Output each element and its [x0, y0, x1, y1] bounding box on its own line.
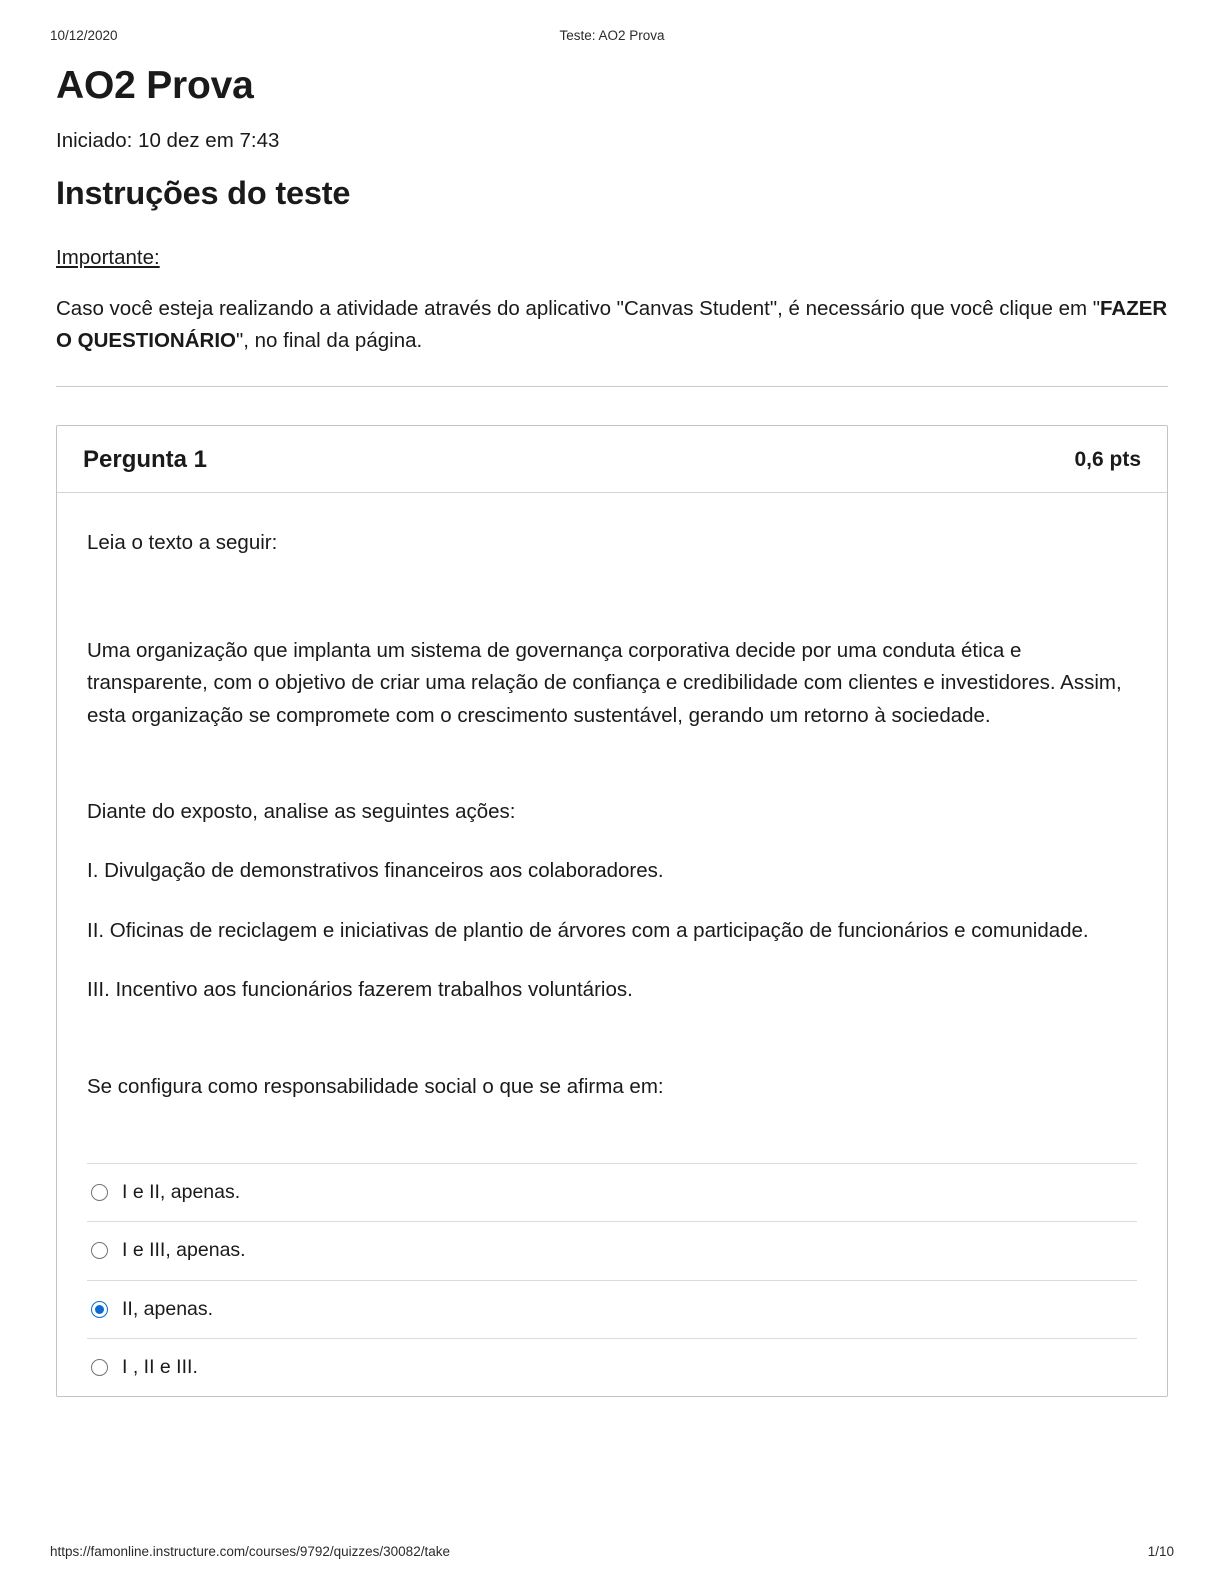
question-points-badge: 0,6 pts — [1074, 447, 1141, 471]
quiz-started-timestamp: Iniciado: 10 dez em 7:43 — [56, 128, 280, 152]
quiz-content — [56, 58, 1168, 1397]
answer-option-label: I e III, apenas. — [122, 1239, 246, 1262]
page-title: AO2 Prova — [56, 64, 254, 107]
answer-option-4[interactable] — [87, 1339, 1137, 1396]
question-item-2: II. Oficinas de reciclagem e iniciativas de plantio de árvores com a participação de funcionários e comunidade. — [87, 918, 1089, 942]
question-header — [57, 426, 1167, 493]
print-doc-title: Teste: AO2 Prova — [559, 28, 665, 43]
instructions-text-part1: Caso você esteja realizando a atividade através do aplicativo "Canvas Student", é necessário que você clique em " — [56, 296, 1101, 320]
source-url: https://famonline.instructure.com/courses/9792/quizzes/30082/take — [50, 1544, 450, 1559]
radio-button-icon[interactable] — [91, 1359, 108, 1376]
instructions-heading: Instruções do teste — [56, 174, 351, 211]
question-card — [56, 425, 1168, 1398]
question-number-label: Pergunta 1 — [83, 445, 208, 473]
radio-button-icon[interactable] — [91, 1242, 108, 1259]
answer-option-label: II, apenas. — [122, 1297, 214, 1320]
answer-option-3[interactable] — [87, 1281, 1137, 1339]
instructions-text-part2: ", no final da página. — [235, 329, 423, 353]
important-label: Importante: — [56, 245, 160, 269]
print-footer — [0, 1544, 1224, 1562]
question-paragraph: Uma organização que implanta um sistema de governança corporativa decide por uma conduta ética e transparente, com o objetivo de criar uma relação de confiança e credibilidade com clientes e investidores. Assim, esta organização se compromete com o crescimento sustentável, gerando um retorno à sociedade. — [87, 638, 1122, 727]
answer-option-1[interactable] — [87, 1164, 1137, 1222]
radio-button-selected-icon[interactable] — [91, 1301, 108, 1318]
answer-option-2[interactable] — [87, 1222, 1137, 1280]
answer-options-list — [87, 1163, 1137, 1396]
answer-option-label: I , II e III. — [122, 1356, 198, 1378]
instructions-paragraph — [56, 293, 1168, 358]
question-item-3: III. Incentivo aos funcionários fazerem trabalhos voluntários. — [87, 978, 633, 1002]
question-analyse-line: Diante do exposto, analise as seguintes ações: — [87, 800, 516, 824]
page-number: 1/10 — [1147, 1544, 1174, 1559]
instructions-bold-action: FAZER O QUESTIONÁRIO — [56, 296, 1168, 353]
question-body — [57, 493, 1167, 1397]
divider — [56, 386, 1168, 387]
print-header — [0, 28, 1224, 46]
print-date: 10/12/2020 — [50, 28, 118, 43]
question-closing-line: Se configura como responsabilidade social o que se afirma em: — [87, 1074, 664, 1098]
radio-button-icon[interactable] — [91, 1184, 108, 1201]
question-item-1: I. Divulgação de demonstrativos financeiros aos colaboradores. — [87, 859, 664, 883]
question-prompt-intro: Leia o texto a seguir: — [87, 530, 278, 554]
answer-option-label: I e II, apenas. — [122, 1180, 241, 1203]
